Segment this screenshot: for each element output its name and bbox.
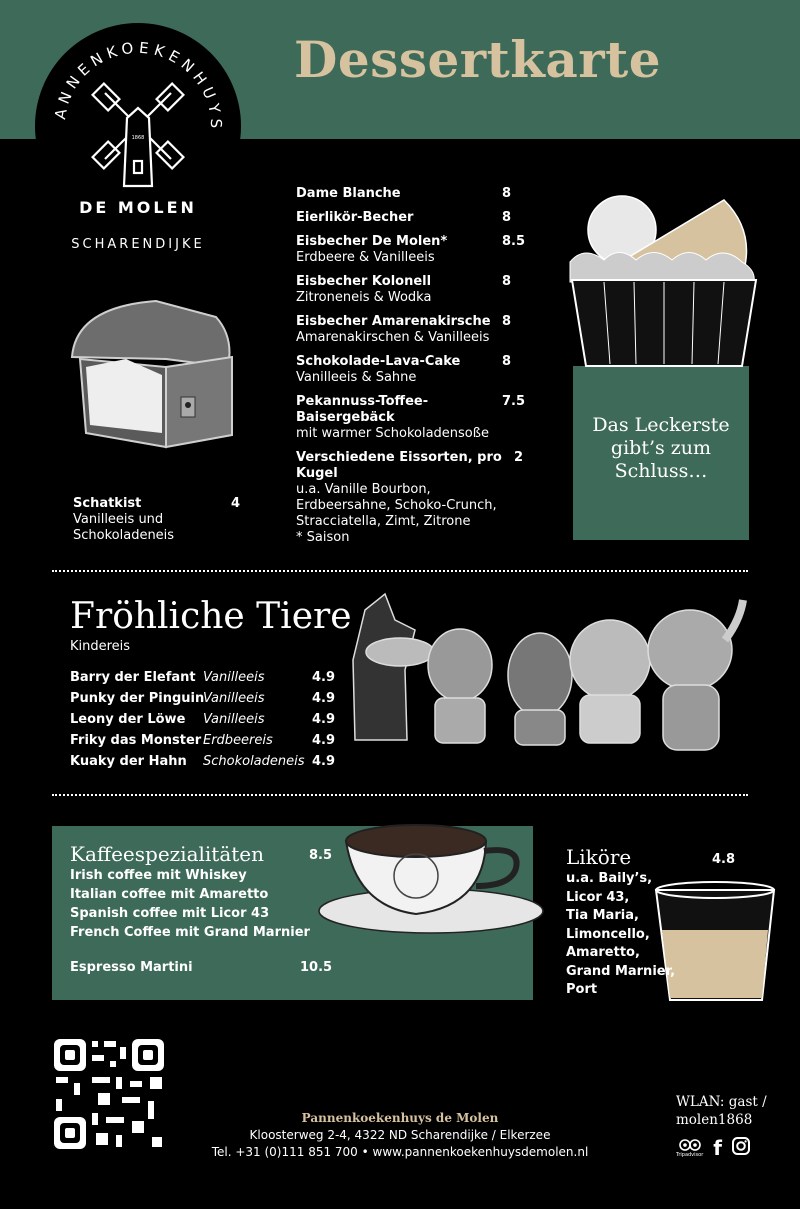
dessert-price: 8 bbox=[502, 314, 512, 329]
kids-item bbox=[70, 670, 340, 691]
espresso-name: Espresso Martini bbox=[70, 960, 193, 975]
kids-item-flavor: Erdbeereis bbox=[203, 733, 273, 748]
instagram-icon[interactable] bbox=[732, 1137, 750, 1159]
kids-item-name: Leony der Löwe bbox=[70, 712, 186, 727]
dessert-name: Eisbecher Kolonell bbox=[296, 274, 432, 289]
kids-item-name: Punky der Pinguin bbox=[70, 691, 205, 706]
dessert-desc: mit warmer Schokoladensoße bbox=[296, 426, 489, 441]
kids-item-flavor: Vanilleeis bbox=[203, 670, 265, 685]
footer-address bbox=[200, 1110, 600, 1161]
logo-location: SCHARENDIJKE bbox=[71, 237, 205, 252]
dessert-price: 8 bbox=[502, 210, 512, 225]
coffee-cup-illustration bbox=[316, 806, 546, 936]
footer-name: Pannenkoekenhuys de Molen bbox=[301, 1111, 499, 1125]
kids-item bbox=[70, 712, 340, 733]
kids-item bbox=[70, 754, 340, 775]
schatkist-price: 4 bbox=[231, 496, 241, 511]
dessert-item bbox=[296, 234, 526, 266]
likore-price: 4.8 bbox=[712, 852, 736, 867]
kids-item bbox=[70, 691, 340, 712]
slogan-text: Das Leckerste gibt’s zum Schluss… bbox=[592, 414, 730, 482]
dessert-name: Eisbecher Amarenakirsche bbox=[296, 314, 491, 329]
coffee-item: French Coffee mit Grand Marnier bbox=[70, 925, 310, 940]
coffee-list bbox=[70, 866, 310, 942]
dessert-name: Verschiedene Eissorten, pro Kugel bbox=[296, 450, 502, 481]
tripadvisor-label: Tripadvisor bbox=[676, 1152, 704, 1158]
kids-subtitle: Kindereis bbox=[70, 639, 131, 654]
dessert-name: Eierlikör-Becher bbox=[296, 210, 414, 225]
logo-arc-text: ANNENKOEKENHUYS bbox=[51, 38, 226, 134]
kids-title: Fröhliche Tiere bbox=[70, 596, 352, 637]
toy-figures-illustration bbox=[345, 590, 755, 770]
dessert-item bbox=[296, 450, 526, 530]
kids-item-price: 4.9 bbox=[312, 754, 336, 769]
kids-item-name: Barry der Elefant bbox=[70, 670, 196, 685]
coffee-item: Irish coffee mit Whiskey bbox=[70, 868, 247, 883]
coffee-price: 8.5 bbox=[309, 848, 333, 863]
coffee-title: Kaffeespezialitäten bbox=[70, 842, 265, 866]
dessert-desc: Vanilleeis & Sahne bbox=[296, 370, 417, 385]
dessert-item bbox=[296, 274, 526, 306]
likore-title: Liköre bbox=[566, 845, 632, 869]
dessert-price: 8.5 bbox=[502, 234, 526, 249]
coffee-item: Spanish coffee mit Licor 43 bbox=[70, 906, 270, 921]
footer-contact: Tel. +31 (0)111 851 700 • www.pannenkoekenhuysdemolen.nl bbox=[211, 1145, 589, 1159]
logo-badge bbox=[35, 23, 241, 229]
dessert-desc: Amarenakirschen & Vanilleeis bbox=[296, 330, 490, 345]
likore-list bbox=[566, 870, 675, 1000]
kids-item-name: Friky das Monster bbox=[70, 733, 202, 748]
dessert-desc: Erdbeere & Vanilleeis bbox=[296, 250, 435, 265]
dessert-item bbox=[296, 394, 526, 442]
wlan-info bbox=[676, 1093, 786, 1129]
windmill-logo-icon bbox=[35, 23, 241, 229]
dessert-item bbox=[296, 210, 526, 226]
kids-item-flavor: Vanilleeis bbox=[203, 712, 265, 727]
dessert-cup-illustration bbox=[564, 190, 764, 390]
dessert-desc: u.a. Vanille Bourbon, Erdbeersahne, Schoko-Crunch, Stracciatella, Zimt, Zitrone bbox=[296, 482, 497, 529]
tripadvisor-icon[interactable] bbox=[676, 1138, 703, 1158]
dessert-desc: Zitroneneis & Wodka bbox=[296, 290, 432, 305]
dessert-name: Eisbecher De Molen* bbox=[296, 234, 448, 249]
likore-item: u.a. Baily’s, bbox=[566, 871, 653, 886]
likore-item: Limoncello, bbox=[566, 926, 650, 942]
qr-code[interactable] bbox=[52, 1037, 166, 1151]
dessert-price: 8 bbox=[502, 274, 512, 289]
dessert-price: 8 bbox=[502, 354, 512, 369]
dessert-name: Pekannuss-Toffee-Baisergebäck bbox=[296, 394, 429, 425]
page-title: Dessertkarte bbox=[294, 30, 662, 89]
kids-item bbox=[70, 733, 340, 754]
schatkist-name: Schatkist bbox=[73, 496, 142, 511]
treasure-chest-illustration bbox=[66, 297, 236, 457]
likore-item: Grand Marnier, bbox=[566, 963, 676, 979]
kids-item-flavor: Schokoladeneis bbox=[203, 754, 305, 769]
kids-item-name: Kuaky der Hahn bbox=[70, 754, 187, 769]
likore-item: Licor 43, bbox=[566, 889, 630, 905]
wlan-line-1: WLAN: gast / bbox=[676, 1094, 767, 1110]
dessert-name: Schokolade-Lava-Cake bbox=[296, 354, 461, 369]
espresso-price: 10.5 bbox=[300, 960, 333, 975]
dessert-price: 7.5 bbox=[502, 394, 526, 409]
divider-1 bbox=[52, 570, 748, 572]
dessert-item bbox=[296, 186, 526, 202]
footer-street: Kloosterweg 2-4, 4322 ND Scharendijke / Elkerzee bbox=[249, 1128, 551, 1142]
dessert-list bbox=[296, 186, 526, 538]
dessert-item bbox=[296, 314, 526, 346]
kids-list bbox=[70, 670, 340, 775]
divider-2 bbox=[52, 794, 748, 796]
kids-item-price: 4.9 bbox=[312, 712, 336, 727]
kids-item-price: 4.9 bbox=[312, 733, 336, 748]
coffee-item: Italian coffee mit Amaretto bbox=[70, 887, 269, 902]
facebook-icon[interactable]: f bbox=[713, 1136, 722, 1160]
wlan-line-2: molen1868 bbox=[676, 1112, 753, 1128]
likore-item: Tia Maria, bbox=[566, 908, 639, 923]
saison-note: * Saison bbox=[296, 530, 350, 545]
dessert-name: Dame Blanche bbox=[296, 186, 401, 201]
dessert-price: 2 bbox=[514, 450, 524, 465]
kids-item-flavor: Vanilleeis bbox=[203, 691, 265, 706]
kids-item-price: 4.9 bbox=[312, 691, 336, 706]
kids-item-price: 4.9 bbox=[312, 670, 336, 685]
logo-year: 1868 bbox=[131, 135, 145, 141]
dessert-item bbox=[296, 354, 526, 386]
schatkist-desc: Vanilleeis und Schokoladeneis bbox=[73, 512, 175, 543]
dessert-price: 8 bbox=[502, 186, 512, 201]
logo-name: DE MOLEN bbox=[79, 198, 197, 217]
schatkist-item bbox=[73, 496, 243, 544]
likore-item: Port bbox=[566, 982, 598, 997]
likore-item: Amaretto, bbox=[566, 945, 640, 960]
social-icons bbox=[676, 1136, 766, 1160]
